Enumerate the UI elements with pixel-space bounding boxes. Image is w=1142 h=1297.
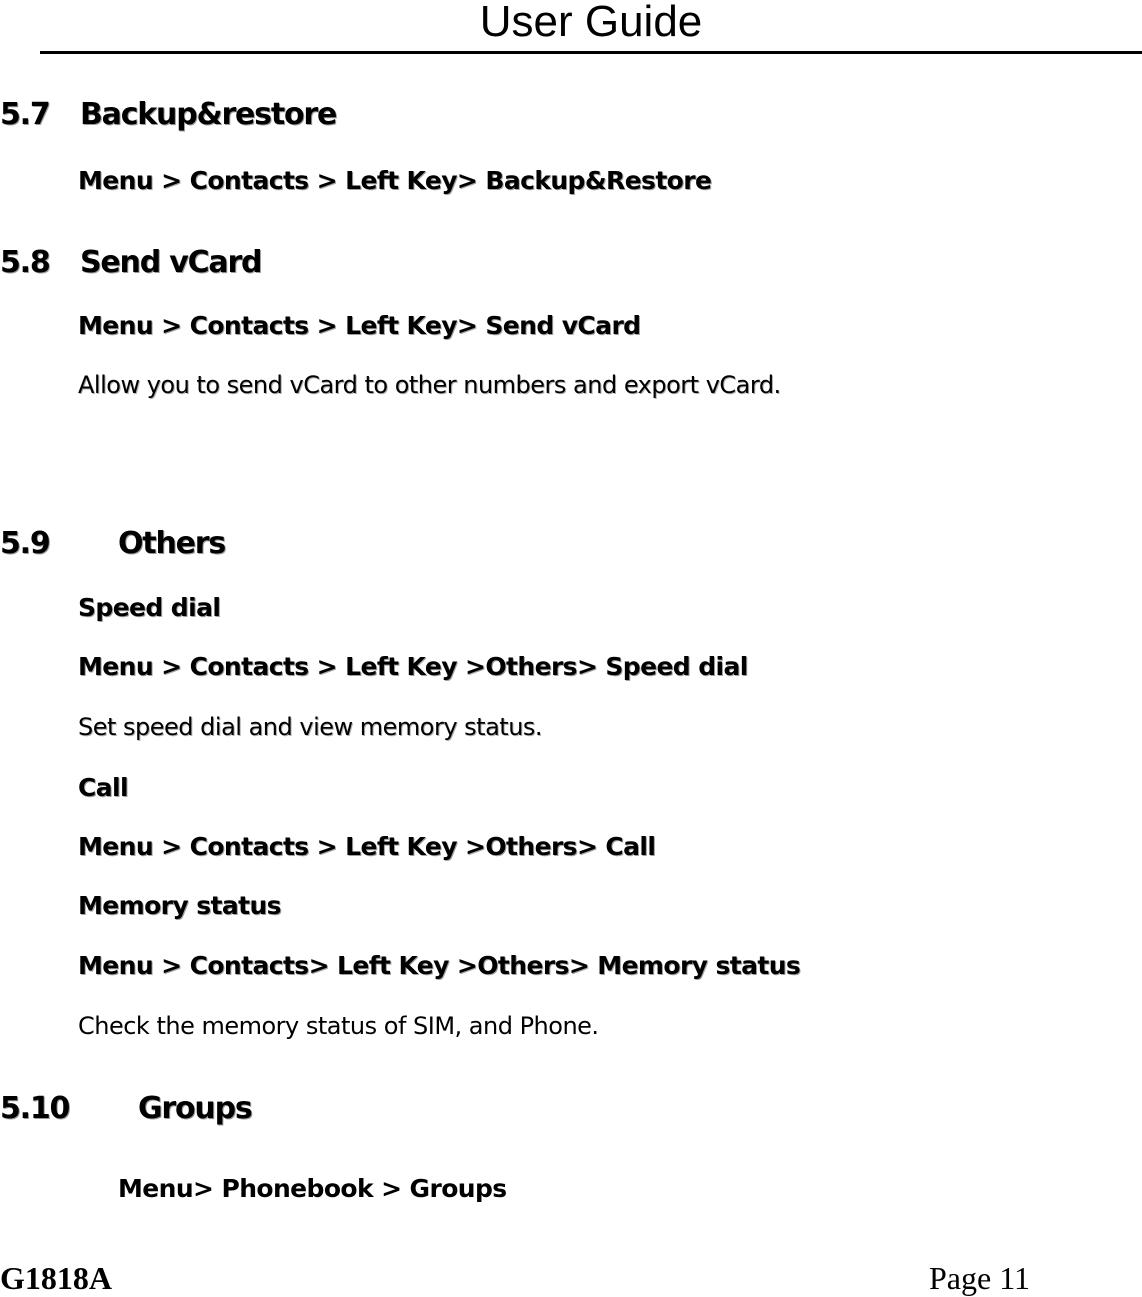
menu-path-memory-status: Menu > Contacts> Left Key >Others> Memory status	[78, 951, 801, 980]
section-heading-others	[0, 527, 225, 561]
menu-path-call: Menu > Contacts > Left Key >Others> Call	[78, 832, 656, 861]
menu-path-groups: Menu> Phonebook > Groups	[118, 1174, 507, 1203]
menu-path-backup-restore: Menu > Contacts > Left Key> Backup&Restore	[78, 166, 712, 195]
section-heading-groups	[0, 1092, 252, 1126]
subheading-call: Call	[78, 773, 128, 802]
section-title: Groups	[138, 1091, 252, 1126]
send-vcard-description: Allow you to send vCard to other numbers and export vCard.	[78, 371, 781, 399]
section-title: Send vCard	[80, 245, 262, 280]
subheading-memory-status: Memory status	[78, 891, 281, 920]
footer-page-number: Page 11	[929, 1260, 1031, 1296]
section-number: 5.8	[0, 245, 50, 280]
speed-dial-description: Set speed dial and view memory status.	[78, 713, 543, 741]
header-divider	[40, 51, 1142, 54]
section-number: 5.7	[0, 97, 50, 132]
section-heading-backup-restore	[0, 98, 336, 132]
menu-path-send-vcard: Menu > Contacts > Left Key> Send vCard	[78, 311, 641, 340]
section-number: 5.9	[0, 526, 50, 561]
section-title: Backup&restore	[80, 97, 337, 132]
section-number: 5.10	[0, 1091, 70, 1126]
footer-model-number: G1818A	[0, 1260, 112, 1296]
page-header-title: User Guide	[479, 0, 703, 46]
section-title: Others	[118, 526, 225, 561]
memory-status-description: Check the memory status of SIM, and Phone.	[78, 1012, 599, 1040]
section-heading-send-vcard	[0, 246, 261, 280]
menu-path-speed-dial: Menu > Contacts > Left Key >Others> Speed dial	[78, 652, 748, 681]
subheading-speed-dial: Speed dial	[78, 593, 221, 622]
